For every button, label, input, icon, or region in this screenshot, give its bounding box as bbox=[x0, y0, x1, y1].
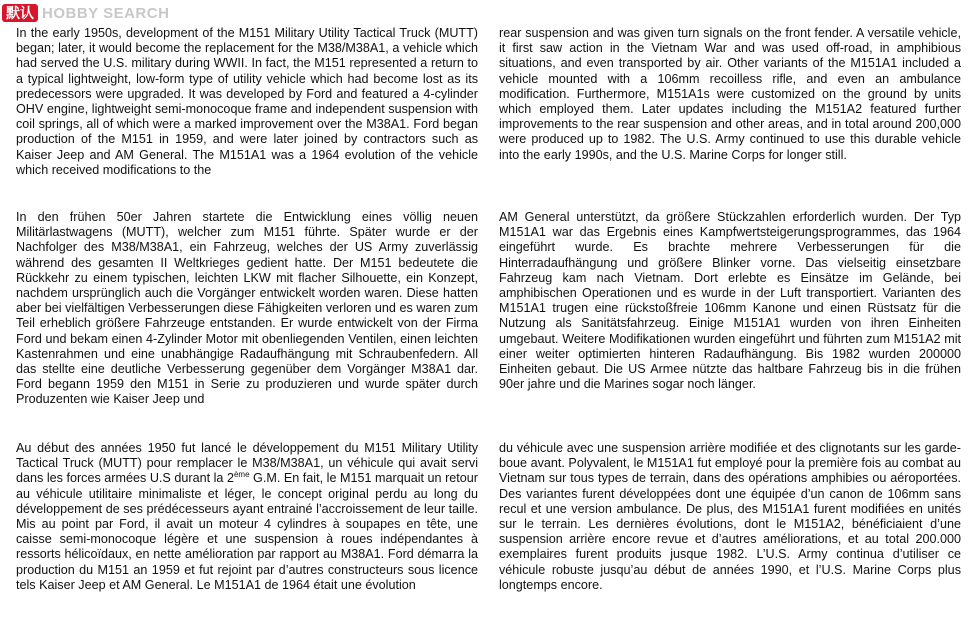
watermark bbox=[2, 2, 169, 24]
french-text-left bbox=[16, 441, 478, 616]
english-text-right: rear suspension and was given turn signals on the front fender. A versatile vehicle, it first saw action in the Vietnam War and was used off-road, in amphibious situations, and even transported by air. Other variants of the M151A1 included a vehicle mounted with a 106mm recoilless rifle, and even an ambulance modification. Furthermore, M151A1s were customized on the ground by units which employed them. Later updates including the M151A2 featured further improvements to the rear suspension and other areas, and in total around 200,000 were produced up to 1982. The U.S. Army continued to use this durable vehicle into the early 1990s, and the U.S. Marine Corps for longer still. bbox=[499, 26, 961, 162]
watermark-logo: 默认 bbox=[2, 4, 38, 22]
french-superscript: ème bbox=[233, 470, 250, 480]
german-text-left: In den frühen 50er Jahren startete die Entwicklung eines völlig neuen Militärlastwagens (MUTT), welcher zum M151 führte. Später wurde er der Nachfolger des M38/M38A1, ein Fahrzeug, welches der US Army zuverlässig während des gesamten II Weltkrieges gedient hatte. Der M151 bedeutete die Rückkehr zu einem typischen, leichten LKW mit flacher Silhouette, ein Konzept, nachdem ursprünglich auch die Vorgänger entwickelt worden waren. Diese hatten aber bei vielfältigen Verbesserungen diese Fähigkeiten verloren und es waren zum Teil erheblich größere Fahrzeuge entstanden. Er wurde entwickelt von der Firma Ford und bekam einen 4-Zylinder Motor mit obenliegenden Ventilen, einen leichten Kastenrahmen und eine unabhängige Radaufhängung mit Schraubenfedern. All das stellte eine deutliche Verbesserung gegenüber dem Vorgänger M38A1 dar. Ford begann 1959 den M151 in Serie zu produzieren und wurde später durch Produzenten wie Kaiser Jeep und bbox=[16, 210, 478, 407]
german-text-right: AM General unterstützt, da größere Stückzahlen erforderlich wurden. Der Typ M151A1 war das Ergebnis eines Kampfwertsteigerungsprogrammes, das 1964 eingeführt wurde. Es brachte mehrere Verbesserungen für die Hinterradaufhängung und größere Blinker vorne. Das vielseitig einsetzbare Fahrzeug kam nach Vietnam. Dort erlebte es Einsätze im Gelände, bei amphibischen Operationen und es wurde in der Luft transportiert. Varianten des M151A1 trugen eine rückstoßfreie 106mm Kanone und einen Rüstsatz für die Nutzung als Sanitätsfahrzeug. Einige M151A1 wurden von ihren Einheiten umgebaut. Weitere Modifikationen wurden eingeführt und führten zum M151A2 mit einer weiter optimierten hinteren Radaufhängung. Bis 1982 wurden 200000 Einheiten gebaut. Die US Armee nützte das haltbare Fahrzeug bis in die frühen 90er jahre und die Marines sogar noch länger. bbox=[499, 210, 961, 392]
french-text-left-part2: G.M. En fait, le M151 marquait un retour au véhicule utilitaire minimaliste et léger, le concept original perdu au long du développement de ses prédécesseurs ayant entrainé l’accroissement de leur taille. Mis au point par Ford, il avait un moteur 4 cylindres à soupapes en tête, une caisse semi-monocoque légère et une suspension à roues indépendantes à ressorts hélicoïdaux, en nette amélioration par rapport au M38A1. Ford démarra la production du M151 an 1959 et fut rejoint par d’autres constructeurs sous licence tels Kaiser Jeep et AM General. Le M151A1 de 1964 était une évolution bbox=[16, 471, 478, 592]
french-text-left-part1: Au début des années 1950 fut lancé le développement du M151 Military Utility Tactical Truck (MUTT) pour remplacer le M38/M38A1, un véhicule qui avait servi dans les forces armées U.S durant la 2 bbox=[16, 441, 478, 486]
watermark-text: HOBBY SEARCH bbox=[42, 4, 170, 22]
french-text-right: du véhicule avec une suspension arrière modifiée et des clignotants sur les garde-boue avant. Polyvalent, le M151A1 fut employé pour la première fois au combat au Vietnam sur tous types de terrain, dans des opérations amphibies ou aéroportées. Des variantes furent développées dont une équipée d’un canon de 106mm sans recul et une version ambulance. De plus, des M151A1 furent modifiées en unités sur le terrain. Les dernières évolutions, dont le M151A2, bénéficiaient d’une suspension arrière encore revue et d’autres améliorations, et au total 200.000 exemplaires furent produits jusque 1982. L’U.S. Army continua d’utiliser ce véhicule robuste jusqu’au début de années 1990, et l’U.S. Marine Corps plus longtemps encore. bbox=[499, 441, 961, 592]
english-text-left: In the early 1950s, development of the M151 Military Utility Tactical Truck (MUTT) began; later, it would become the replacement for the M38/M38A1, a vehicle which had served the U.S. military during WWII. In fact, the M151 represented a return to a typical lightweight, low-form type of utility vehicle which had become lost as its predecessors were upgraded. It was developed by Ford and featured a 4-cylinder OHV engine, lightweight semi-monocoque frame and independent suspension with coil springs, all of which were a marked improvement over the M38A1. Ford began production of the M151 in 1959, and were later joined by contractors such as Kaiser Jeep and AM General. The M151A1 was a 1964 evolution of the vehicle which received modifications to the bbox=[16, 26, 478, 177]
